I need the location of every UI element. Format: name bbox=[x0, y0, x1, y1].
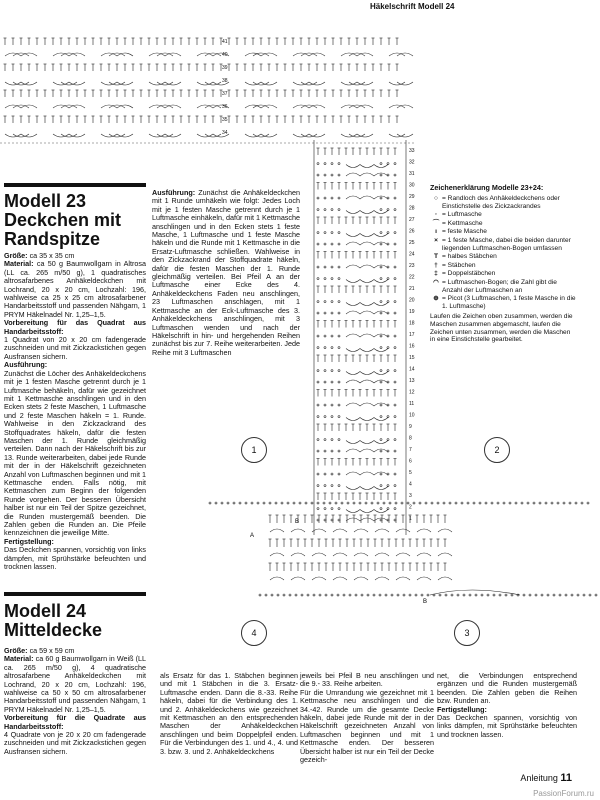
row-number: 30 bbox=[409, 182, 415, 189]
legend-text: = Kettmasche bbox=[442, 219, 483, 227]
row-number: 39 bbox=[222, 65, 228, 71]
row-number: 13 bbox=[409, 378, 415, 384]
legend bbox=[430, 183, 576, 344]
model23-title-line2: Deckchen mit bbox=[4, 210, 122, 230]
legend-symbol: ◠ bbox=[433, 278, 439, 286]
row-number: 34 bbox=[222, 130, 228, 136]
row-number: 5 bbox=[409, 470, 412, 476]
row-number: 31 bbox=[409, 171, 415, 177]
model23-title-line3: Randspitze bbox=[4, 229, 101, 249]
legend-item bbox=[430, 220, 576, 228]
legend-item bbox=[430, 211, 576, 219]
circle-3: 3 bbox=[454, 620, 480, 646]
row-number: 15 bbox=[409, 355, 415, 361]
row-number: 11 bbox=[409, 401, 415, 407]
row-number: 35 bbox=[222, 117, 228, 123]
legend-symbol: ‡ bbox=[434, 270, 438, 278]
legend-symbol: ○ bbox=[434, 195, 438, 202]
legend-symbol: × bbox=[434, 236, 438, 244]
model23-title bbox=[4, 192, 146, 249]
row-number: 18 bbox=[409, 320, 415, 327]
circle-1: 1 bbox=[241, 437, 267, 463]
legend-item bbox=[430, 295, 576, 310]
legend-symbol: ⊕ bbox=[433, 295, 439, 303]
row-number: 4 bbox=[409, 481, 412, 488]
row-number: 12 bbox=[409, 389, 415, 396]
chart-column bbox=[310, 140, 420, 535]
circle-2: 2 bbox=[484, 437, 510, 463]
row-number: 23 bbox=[409, 263, 415, 269]
page-footer bbox=[520, 772, 572, 784]
legend-text: = halbes Stäbchen bbox=[442, 253, 497, 261]
row-number: 10 bbox=[409, 412, 415, 419]
row-number: 6 bbox=[409, 458, 412, 465]
legend-item bbox=[430, 253, 576, 261]
model24-title-line1: Modell 24 bbox=[4, 601, 87, 621]
row-number: 32 bbox=[409, 159, 415, 166]
legend-symbol: ◦ bbox=[434, 211, 438, 219]
row-number: 28 bbox=[409, 205, 415, 212]
legend-item bbox=[430, 279, 576, 294]
row-number: 26 bbox=[409, 228, 415, 235]
legend-symbol: T bbox=[433, 253, 439, 261]
model24-col5: net, die Verbindungen entsprechend ergänzen und die Runden mustergemäß beenden. Die Zahlen geben die Reihen bzw. Runden an. Fertigstellung: Das Deckchen spannen, vorsichtig von links dämpfen, mit Sprühstärke befeuchten und trocknen lassen. bbox=[437, 671, 577, 739]
model24-title bbox=[4, 602, 146, 640]
arrow-b-label-2: B bbox=[423, 599, 428, 605]
row-number: 25 bbox=[409, 240, 415, 246]
row-number: 21 bbox=[409, 286, 415, 292]
legend-text: = 1 feste Masche, dabei die beiden darunter liegenden Luftmaschen-Bogen umfassen bbox=[442, 236, 571, 252]
model24-title-line2: Mitteldecke bbox=[4, 620, 103, 640]
arrow-b-label: B bbox=[295, 519, 300, 525]
legend-symbol: ı bbox=[435, 228, 437, 236]
watermark: PassionForum.ru bbox=[533, 789, 594, 798]
chart-strip-top bbox=[0, 30, 420, 145]
legend-note: Laufen die Zeichen oben zusammen, werden die Maschen zusammen abgemascht, laufen die Zeichen unten zusammen, werden die Maschen in eine Einstichstelle gearbeitet. bbox=[430, 313, 573, 344]
legend-item bbox=[430, 195, 576, 210]
chart-title: Häkelschrift Modell 24 bbox=[370, 2, 455, 11]
legend-item bbox=[430, 270, 576, 278]
row-number: 16 bbox=[409, 343, 415, 350]
legend-text: = Randloch des Anhäkeldeckchens oder Einstichstelle des Zickzackrandes bbox=[442, 195, 560, 210]
legend-text: = Luftmasche bbox=[442, 211, 482, 219]
legend-item bbox=[430, 262, 576, 270]
row-number: 17 bbox=[409, 332, 415, 338]
row-number: 20 bbox=[409, 297, 415, 304]
legend-symbol: † bbox=[434, 261, 438, 269]
legend-item bbox=[430, 237, 576, 252]
arrow-a-label: A bbox=[250, 533, 255, 539]
section-bar-23 bbox=[4, 183, 146, 187]
section-bar-24 bbox=[4, 592, 146, 596]
legend-symbol: ⌒ bbox=[432, 219, 440, 227]
model24-exec: Ausführung: Zunächst die Anhäkeldeckchen mit 1 Runde umhäkeln wie folgt: Jedes Loch mit je 1 festen Masche getrennt durch je 1 Luftmasche einhäkeln, dafür mit 1 Kettmasche anschlingen und in den Ecken stets 1 feste Masche, 1 Luftmasche und 1 feste Masche häkeln und die Runde mit 1 Kettmasche in die Ersatz-Luftmasche schließen. Wahlweise in den Zickzackrand der Stoffquadrate häkeln, dafür die festen Maschen der 1. Runde gleichmäßig verteilen. Bei Pfeil A an der Luftmasche einer Ecke des 4. Anhäkeldeckchens Faden neu anschlingen, 23 Luftmaschen anschlagen, mit 1 Kettmasche an der Eck-Luftmasche des 3. Anhäkeldeckchens anschlingen, mit 3 Luftmaschen wenden und nach der Häkelschrift in hin- und hergehenden Reihen zunächst bis zur 7. Reihe weiterarbeiten. Jede Reihe mit 3 Luftmaschen bbox=[152, 188, 300, 357]
row-number: 40 bbox=[222, 52, 228, 58]
legend-text: = Stäbchen bbox=[442, 261, 476, 269]
row-number: 7 bbox=[409, 447, 412, 453]
row-number: 9 bbox=[409, 424, 412, 430]
model23-body: Größe: ca 35 x 35 cm Material: ca 50 g Baumwollgarn in Altrosa (LL ca. 265 m/50 g), 1 quadratisches altrosafarbenes Anhäkeldeckchen mit Lochrand, 20 x 20 cm, Lochzahl: 196, wahlweise ca 25 x 25 cm altrosafarbener Handarbeitsstoff und passenden Nähgarn, 1 PRYM Häkelnadel Nr. 1,25–1,5. Vorbereitung für das Quadrat aus Handarbeitsstoff: 1 Quadrat von 20 x 20 cm fadengerade zuschneiden und mit Zickzackstichen gegen Ausfransen sichern. Ausführung: Zunächst die Löcher des Anhäkeldeckchens mit je 1 festen Masche getrennt durch je 1 Luftmasche behäkeln, dafür wie gezeichnet mit 1 Kettmasche anschlingen und in den Ecken stets 2 feste Maschen, 1 Luftmasche und 2 feste Maschen häkeln = 1. Runde. Wahlweise in den Zickzackrand des Stoffquadrates häkeln, dafür die festen Maschen der 1. Runde gleichmäßig verteilen. Dann nach der Häkelschrift bis zur 13. Runde weiterarbeiten, dabei jede Runde mit der in der Häkelschrift gezeichneten Anzahl von Luftmaschen beginnen und mit 1 Kettmasche enden. Falls nötig, mit Kettmaschen zum Beginn der folgenden Runde vorgehen. Der besseren Übersicht halber ist nur ein Teil der Spitze gezeichnet, die Runden mustergemäß beenden. Die Zahlen geben die Runden an. Die Pfeile kennzeichnen die jeweilige Mitte. Fertigstellung: Das Deckchen spannen, vorsichtig von links dämpfen, mit Sprühstärke befeuchten und trocknen lassen. bbox=[4, 251, 146, 572]
model24-body: Größe: ca 59 x 59 cm Material: ca 60 g Baumwollgarn in Weiß (LL ca. 265 m/50 g), 4 quadratische altrosafarbene Anhäkeldeckchen mit Lochrand, 20 x 20 cm, Lochzahl: 196, wahlweise ca 50 x 50 cm altrosafarbener Handarbeitsstoff und passenden Nähgarn, 1 PRYM Häkelnadel Nr. 1,25–1,5. Vorbereitung für die Quadrate aus Handarbeitsstoff: 4 Quadrate von je 20 x 20 cm fadengerade zuschneiden und mit Zickzackstichen gegen Ausfransen sichern. bbox=[4, 646, 147, 756]
legend-title: Zeichenerklärung Modelle 23+24: bbox=[430, 183, 544, 192]
row-number: 36 bbox=[222, 104, 228, 110]
circle-4: 4 bbox=[241, 620, 267, 646]
model23-title-line1: Modell 23 bbox=[4, 191, 87, 211]
chart-bottom bbox=[170, 495, 600, 625]
row-number: 8 bbox=[409, 435, 412, 442]
row-number: 14 bbox=[409, 366, 415, 373]
row-number: 24 bbox=[409, 251, 415, 258]
row-number: 27 bbox=[409, 217, 415, 223]
legend-text: = Luftmaschen-Bogen; die Zahl gibt die Anzahl der Luftmaschen an bbox=[442, 278, 557, 294]
row-number: 37 bbox=[222, 91, 228, 97]
row-number: 38 bbox=[222, 78, 228, 84]
row-number: 22 bbox=[409, 274, 415, 281]
legend-text: = Doppelstäbchen bbox=[442, 270, 496, 278]
row-number: 2 bbox=[409, 504, 412, 511]
page-number: 11 bbox=[560, 772, 572, 784]
row-number: 41 bbox=[222, 39, 228, 45]
model24-col4: jeweils bei Pfeil B neu anschlingen und die 9.- 33. Reihe arbeiten. Für die Umrandung wie gezeichnet mit 1 Kettmasche neu anschlingen und die 34.-42. Runde um die gesamte Decke häkeln, dabei jede Runde mit der in der Häkelschrift gezeichneten Anzahl von Luftmaschen beginnen und mit 1 Kettmasche enden. Der besseren Übersicht halber ist nur ein Teil der Decke gezeich- bbox=[300, 671, 434, 765]
row-number: 19 bbox=[409, 309, 415, 315]
row-number: 33 bbox=[409, 148, 415, 154]
model24-col3: als Ersatz für das 1. Stäbchen beginnen und mit 1 Stäbchen in die 3. Ersatz-Luftmasche enden. Dann die 8.-33. Reihe häkeln, dabei für die Verbindung des 1. und 2. Anhäkeldeckchens wie gezeichnet mit Kettmaschen an den entsprechenden Maschen der Anhäkeldeckchen anschlingen und beim Doppelpfeil enden. Für die Verbindungen des 1. und 4., 4. und 3. bzw. 3. und 2. Anhäkeldeckchens bbox=[160, 671, 298, 756]
row-number: 3 bbox=[409, 493, 412, 499]
legend-text: = feste Masche bbox=[442, 228, 487, 236]
legend-text: = Picot (3 Luftmaschen, 1 feste Masche in die 1. Luftmasche) bbox=[442, 295, 576, 310]
legend-item bbox=[430, 228, 576, 236]
row-number: 29 bbox=[409, 194, 415, 200]
footer-label: Anleitung bbox=[520, 773, 558, 783]
row-number: 1 bbox=[409, 516, 412, 522]
